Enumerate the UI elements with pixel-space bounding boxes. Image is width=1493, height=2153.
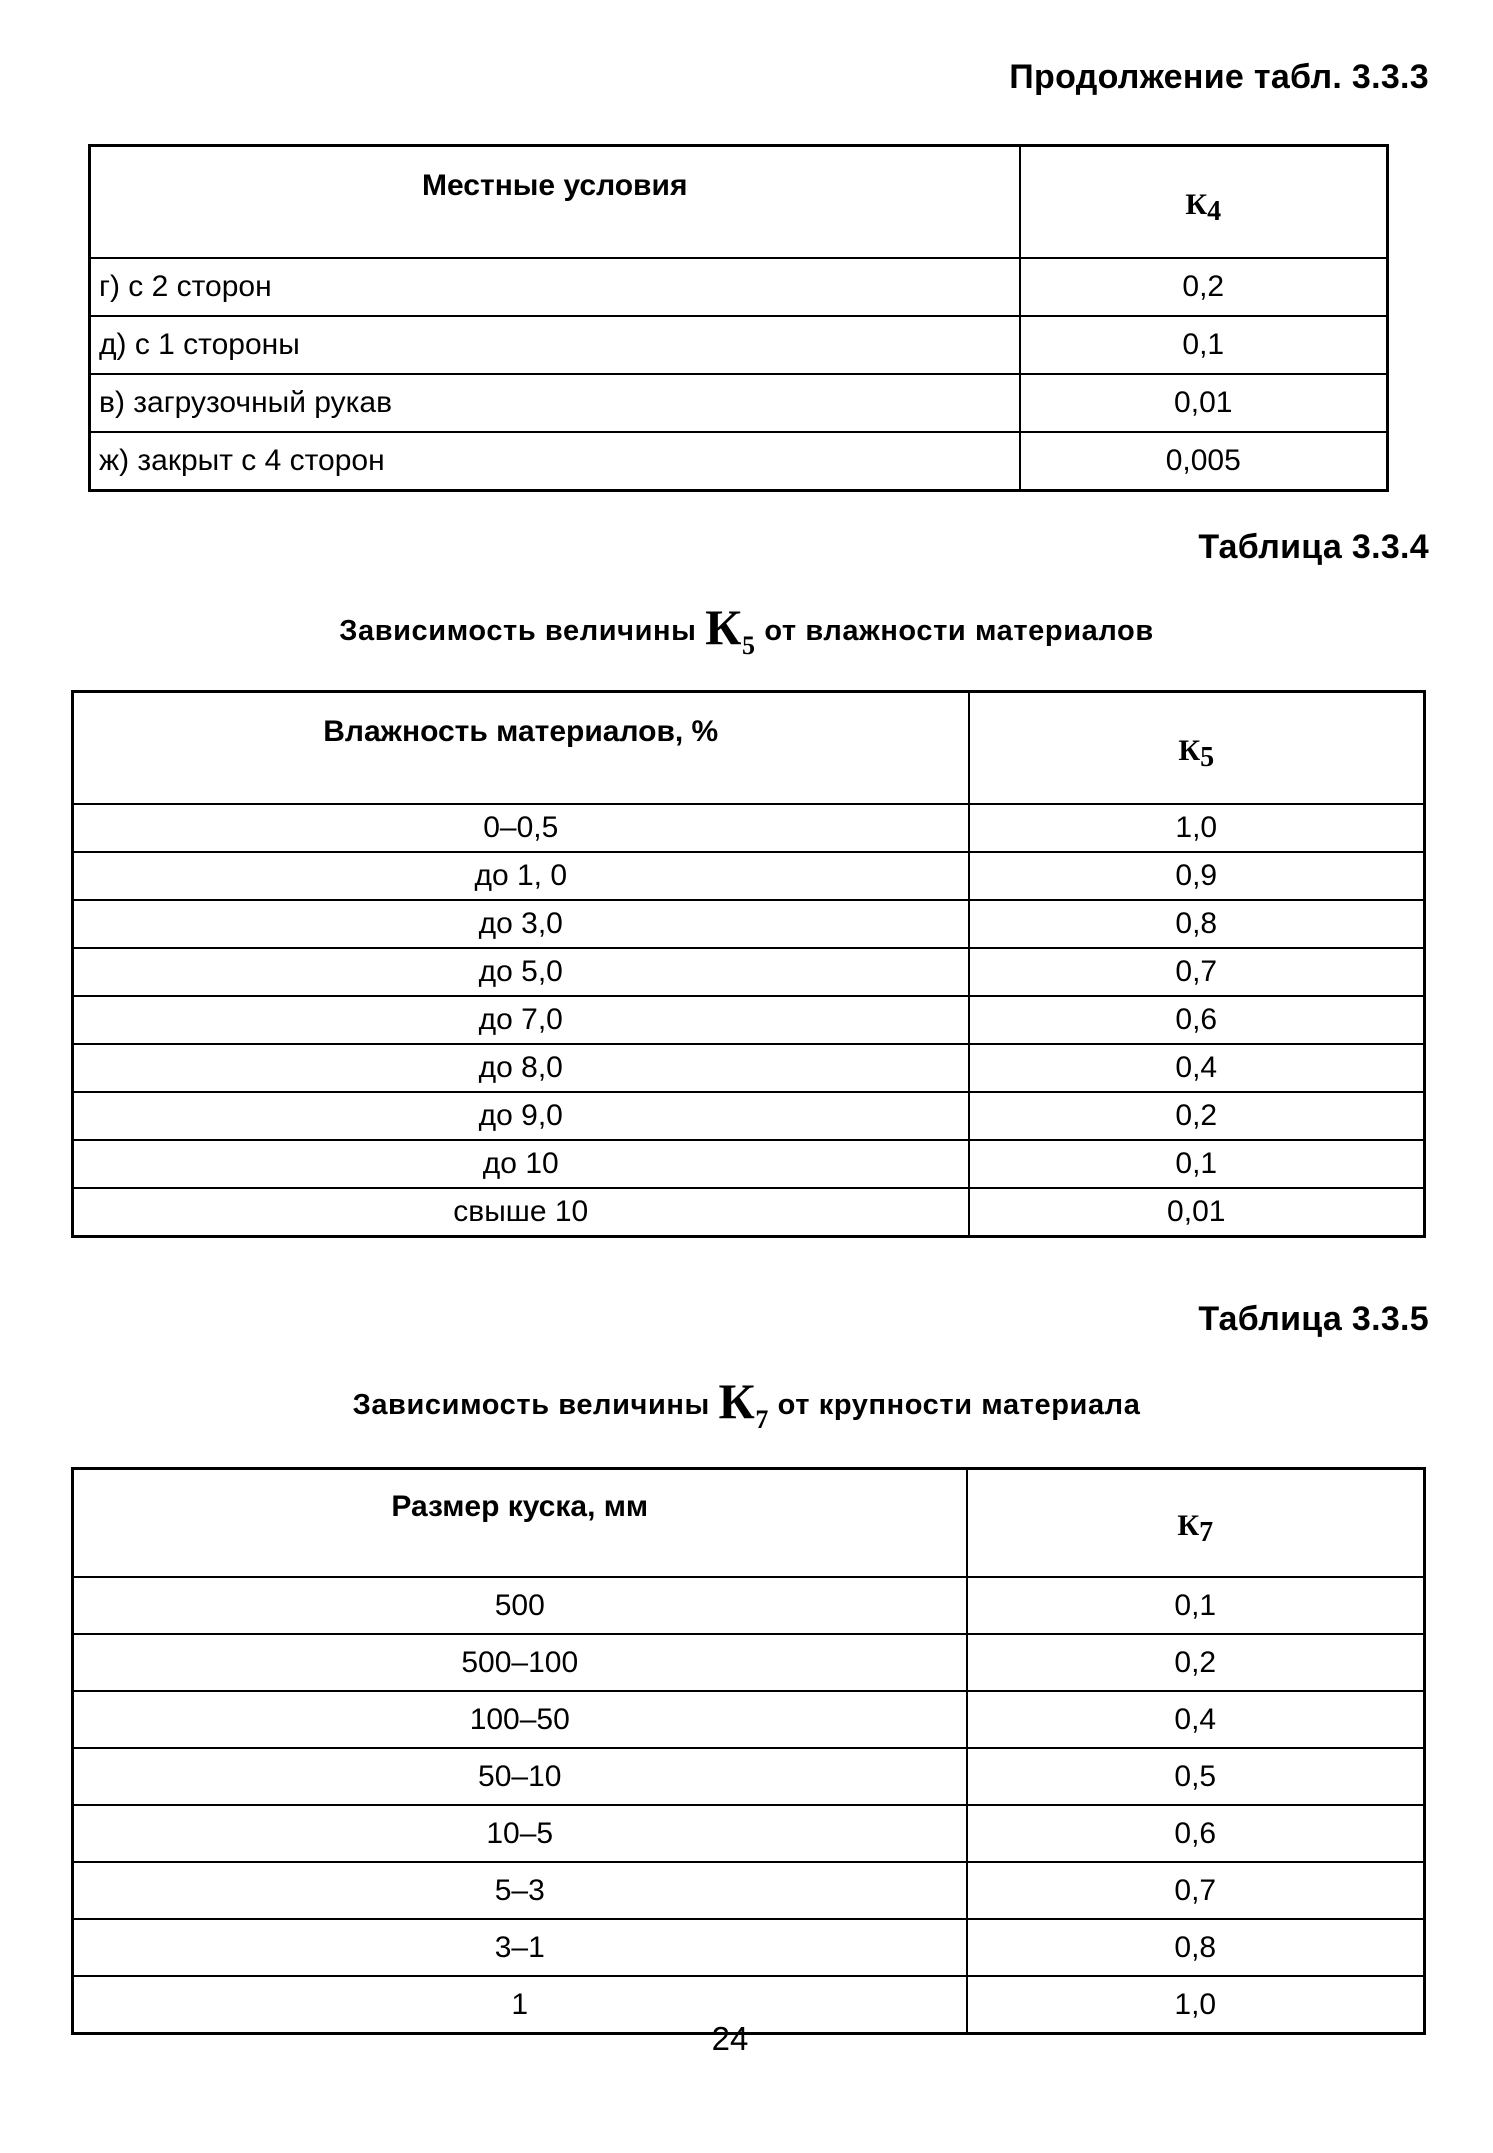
row-param: до 1, 0 <box>73 852 969 900</box>
header-piece-size: Размер куска, мм <box>73 1469 967 1578</box>
row-value: 0,6 <box>967 1805 1425 1862</box>
row-param: 500–100 <box>73 1634 967 1691</box>
table-row <box>73 1577 1425 1634</box>
row-value: 0,6 <box>969 996 1425 1044</box>
caption-coefficient <box>705 599 756 660</box>
table-3-3-4-caption <box>0 598 1493 661</box>
header-local-conditions: Местные условия <box>90 146 1020 259</box>
table-row <box>73 996 1425 1044</box>
table-row <box>73 1919 1425 1976</box>
row-param: 10–5 <box>73 1805 967 1862</box>
row-param: до 9,0 <box>73 1092 969 1140</box>
row-value: 0,9 <box>969 852 1425 900</box>
table-row <box>73 948 1425 996</box>
continuation-heading: Продолжение табл. 3.3.3 <box>1009 58 1429 96</box>
row-param: 100–50 <box>73 1691 967 1748</box>
row-param: до 5,0 <box>73 948 969 996</box>
row-value: 0,8 <box>969 900 1425 948</box>
header-moisture: Влажность материалов, % <box>73 692 969 805</box>
table-3-3-4 <box>71 690 1426 1238</box>
table-row <box>73 852 1425 900</box>
caption-after: от крупности материала <box>777 1389 1141 1421</box>
row-value: 0,8 <box>967 1919 1425 1976</box>
table-row <box>73 1140 1425 1188</box>
row-value: 0,01 <box>969 1188 1425 1237</box>
row-param: 50–10 <box>73 1748 967 1805</box>
row-label: г) с 2 сторон <box>90 258 1020 316</box>
caption-coefficient <box>718 1373 769 1434</box>
row-param: до 7,0 <box>73 996 969 1044</box>
caption-coef-index: 7 <box>755 1405 769 1434</box>
table-row <box>73 1092 1425 1140</box>
table-3-3-5 <box>71 1467 1426 2035</box>
row-value: 0,2 <box>1020 258 1388 316</box>
row-param: до 3,0 <box>73 900 969 948</box>
row-param: 5–3 <box>73 1862 967 1919</box>
row-label: ж) закрыт с 4 сторон <box>90 432 1020 491</box>
row-value: 0,01 <box>1020 374 1388 432</box>
row-label: в) загрузочный рукав <box>90 374 1020 432</box>
row-value: 0,7 <box>969 948 1425 996</box>
row-value: 0,7 <box>967 1862 1425 1919</box>
coef-letter: К <box>1178 734 1201 767</box>
row-param: до 10 <box>73 1140 969 1188</box>
table-3-3-3 <box>88 144 1389 492</box>
row-value: 1,0 <box>967 1976 1425 2034</box>
row-value: 1,0 <box>969 804 1425 852</box>
page-number: 24 <box>711 2020 749 2057</box>
row-value: 0,005 <box>1020 432 1388 491</box>
header-coefficient-k7 <box>967 1469 1425 1578</box>
table-row <box>73 1044 1425 1092</box>
table-row <box>73 1862 1425 1919</box>
coef-letter: К <box>1185 188 1208 221</box>
row-param: 0–0,5 <box>73 804 969 852</box>
coef-letter: К <box>1177 1509 1200 1542</box>
row-value: 0,1 <box>967 1577 1425 1634</box>
caption-coef-letter: К <box>705 599 743 655</box>
row-value: 0,1 <box>969 1140 1425 1188</box>
row-param: свыше 10 <box>73 1188 969 1237</box>
table-header-row <box>73 692 1425 805</box>
table-row <box>90 374 1388 432</box>
table-row <box>73 1634 1425 1691</box>
table-row <box>90 432 1388 491</box>
header-coefficient-k4 <box>1020 146 1388 259</box>
coef-index: 7 <box>1199 1517 1214 1548</box>
row-value: 0,5 <box>967 1748 1425 1805</box>
table-row <box>73 1805 1425 1862</box>
table-3-3-4-number: Таблица 3.3.4 <box>1198 528 1429 566</box>
row-value: 0,4 <box>967 1691 1425 1748</box>
table-3-3-5-caption <box>0 1372 1493 1435</box>
row-label: д) с 1 стороны <box>90 316 1020 374</box>
caption-before: Зависимость величины <box>352 1389 710 1421</box>
table-row <box>73 1691 1425 1748</box>
row-value: 0,2 <box>969 1092 1425 1140</box>
row-param: 3–1 <box>73 1919 967 1976</box>
coef-index: 5 <box>1200 742 1215 773</box>
table-row <box>73 900 1425 948</box>
table-row <box>73 1188 1425 1237</box>
caption-before: Зависимость величины <box>339 615 697 647</box>
caption-coef-letter: К <box>718 1373 756 1429</box>
table-row <box>90 316 1388 374</box>
table-row <box>73 804 1425 852</box>
row-value: 0,2 <box>967 1634 1425 1691</box>
table-3-3-5-number: Таблица 3.3.5 <box>1198 1300 1429 1338</box>
header-coefficient-k5 <box>969 692 1425 805</box>
row-param: 500 <box>73 1577 967 1634</box>
table-row <box>90 258 1388 316</box>
row-param: до 8,0 <box>73 1044 969 1092</box>
row-param: 1 <box>73 1976 967 2034</box>
table-row <box>73 1748 1425 1805</box>
caption-coef-index: 5 <box>742 631 756 660</box>
table-header-row <box>73 1469 1425 1578</box>
caption-after: от влажности материалов <box>764 615 1154 647</box>
row-value: 0,1 <box>1020 316 1388 374</box>
table-header-row <box>90 146 1388 259</box>
coef-index: 4 <box>1207 196 1222 227</box>
row-value: 0,4 <box>969 1044 1425 1092</box>
